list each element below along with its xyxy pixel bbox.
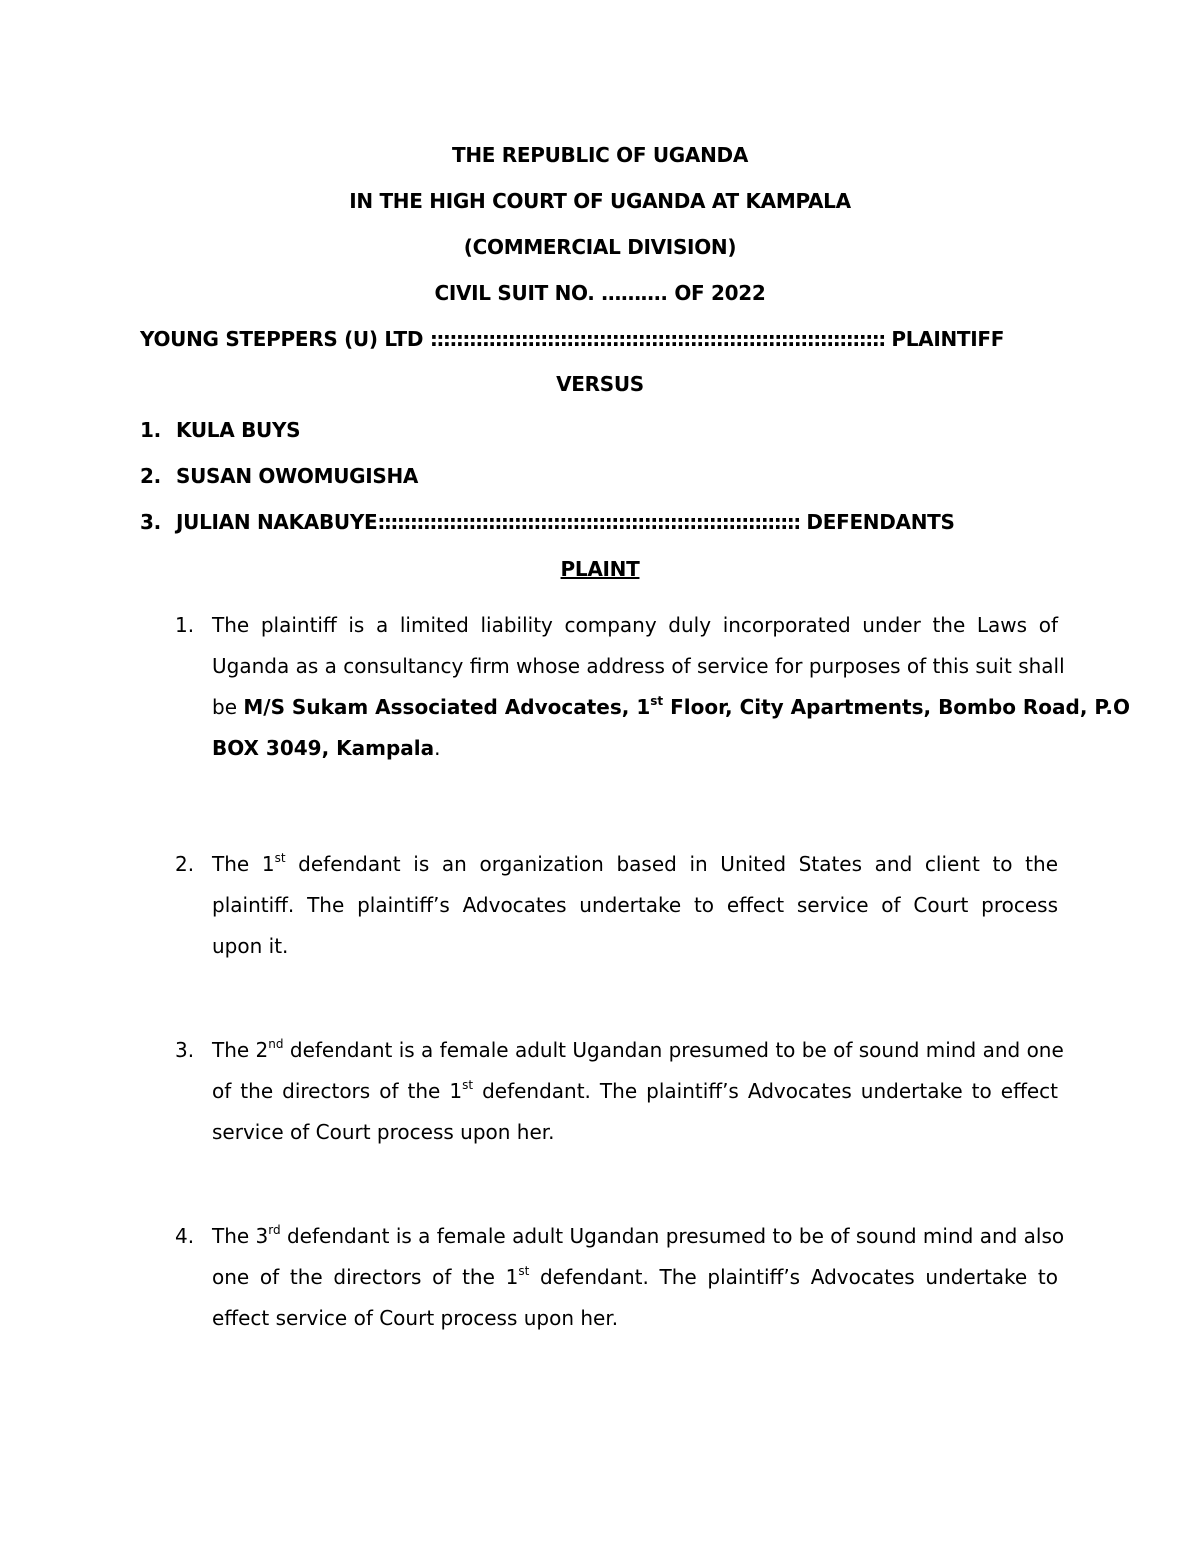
text-span: be [212,695,244,719]
defendant-row [140,510,970,534]
text-span: of the directors of the 1 [212,1079,463,1103]
paragraph-line [212,844,1058,885]
defendant-name: KULA BUYS [176,418,301,442]
text-span: defendant is a female adult Ugandan presumed to be of sound mind and one [283,1038,1064,1062]
defendant-name: JULIAN NAKABUYE [176,510,378,534]
paragraph-1 [212,605,1131,769]
superscript: st [518,1264,530,1278]
defendant-row [140,418,301,442]
text-span: defendant. The plaintiff’s Advocates undertake to [529,1265,1058,1289]
paragraph-number: 2. [175,852,195,876]
paragraph-number: 4. [175,1224,195,1248]
paragraph-2 [212,844,1058,967]
paragraph-line [212,1216,1065,1257]
superscript: nd [268,1037,284,1051]
text-span: defendant. The plaintiff’s Advocates undertake to effect [473,1079,1058,1103]
paragraph-line: plaintiff. The plaintiff’s Advocates undertake to effect service of Court process [212,893,1058,917]
plaintiff-line [140,327,1004,351]
paragraph-line: service of Court process upon her. [212,1120,555,1144]
text-span: one of the directors of the 1 [212,1265,519,1289]
versus-label: VERSUS [556,372,644,396]
defendant-row [140,464,419,488]
plaintiff-role: PLAINTIFF [891,327,1005,351]
paragraph-line: effect service of Court process upon her. [212,1306,619,1330]
paragraph-line: The plaintiff is a limited liability company duly incorporated under the Laws of [212,613,1058,637]
heading-division: (COMMERCIAL DIVISION) [463,235,737,259]
plaintiff-name: YOUNG STEPPERS (U) LTD [140,327,424,351]
defendant-num: 2. [140,464,161,488]
text-span: defendant is an organization based in United States and client to the [285,852,1058,876]
paragraph-line [212,1030,1064,1071]
paragraph-line: Uganda as a consultancy firm whose address of service for purposes of this suit shall [212,654,1065,678]
paragraph-number: 3. [175,1038,195,1062]
plaint-title: PLAINT [560,557,640,581]
heading-suit-no: CIVIL SUIT NO. ………. OF 2022 [434,281,766,305]
text-span: The 1 [212,852,275,876]
plaint-title-wrap [0,557,1200,581]
paragraph-line [212,1257,1058,1298]
heading-republic: THE REPUBLIC OF UGANDA [451,143,749,167]
superscript: st [462,1078,474,1092]
address-bold: M/S Sukam Associated Advocates, 1 [243,695,651,719]
paragraph-line [212,687,1131,728]
superscript: st [650,694,664,708]
text-span: defendant is a female adult Ugandan presumed to be of sound mind and also [280,1224,1065,1248]
defendant-name: SUSAN OWOMUGISHA [176,464,419,488]
paragraph-line: upon it. [212,934,289,958]
paragraph-line [212,1071,1058,1112]
superscript: rd [268,1223,281,1237]
defendant-num: 3. [140,510,161,534]
defendant-num: 1. [140,418,161,442]
paragraph-3 [212,1030,1064,1153]
defendant-role: DEFENDANTS [806,510,955,534]
paragraph-line [212,728,1058,769]
defendant-line-3 [176,510,955,534]
paragraph-number: 1. [175,613,195,637]
defendant-dots: ::::::::::::::::::::::::::::::::::::::::::::::::::::::::::::::::: [377,510,800,534]
address-bold: Floor, City Apartments, Bombo Road, P.O [663,695,1131,719]
heading-court: IN THE HIGH COURT OF UGANDA AT KAMPALA [349,189,851,213]
text-span: The 3 [212,1224,269,1248]
superscript: st [274,851,286,865]
paragraph-4 [212,1216,1065,1339]
plaintiff-dots: :::::::::::::::::::::::::::::::::::::::::::::::::::::::::::::::::::::: [429,327,885,351]
text-span: The 2 [212,1038,269,1062]
address-bold: BOX 3049, Kampala [212,736,435,760]
text-span: . [434,736,441,760]
